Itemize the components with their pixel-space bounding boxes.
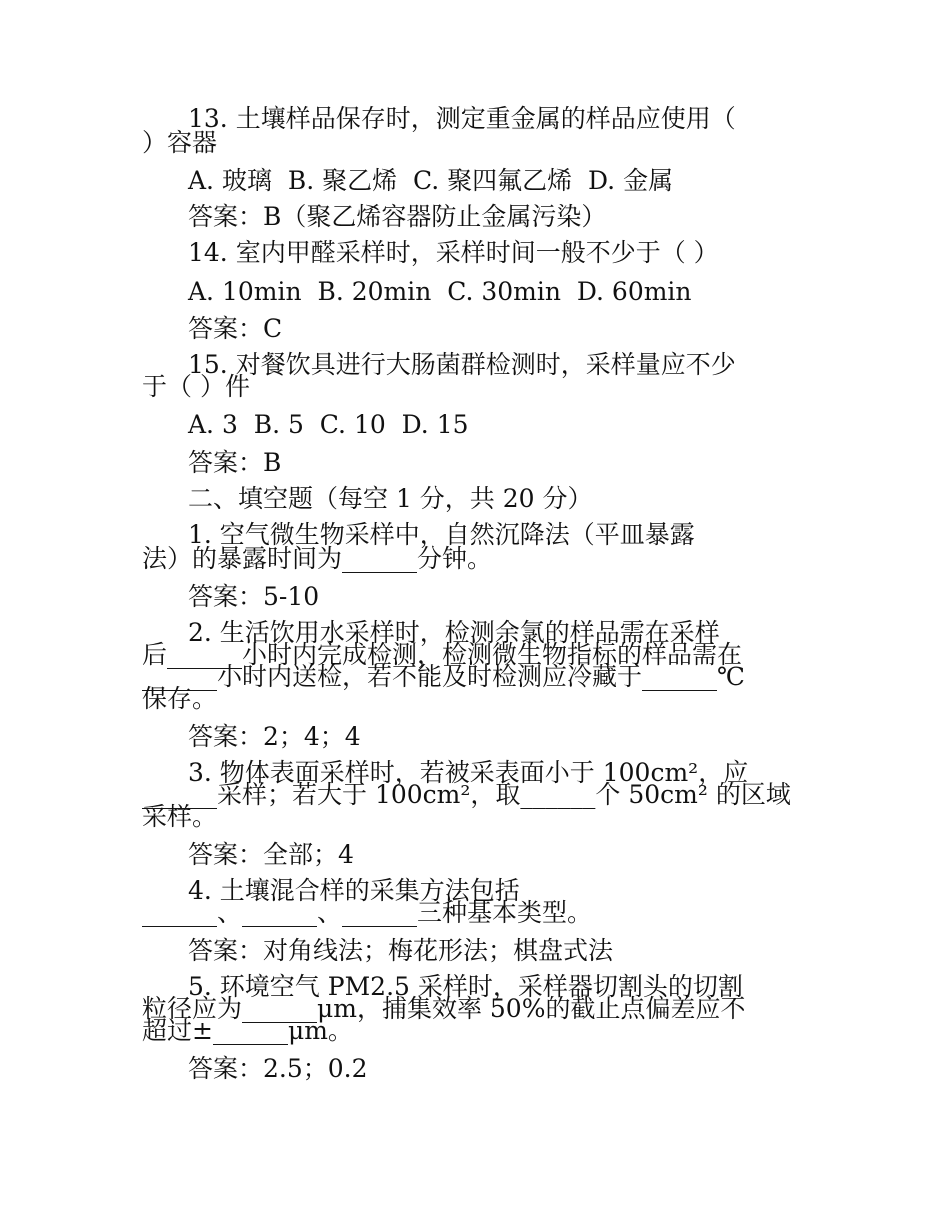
fill-5-text-cont: 超过±______μm。 (142, 1016, 353, 1045)
fill-3-text-cont: 采样。 (142, 802, 218, 831)
question-13-answer: 答案：B（聚乙烯容器防止金属污染） (188, 202, 607, 231)
fill-4-text: 4. 土壤混合样的采集方法包括 (188, 876, 520, 905)
fill-4-answer: 答案：对角线法；梅花形法；棋盘式法 (188, 936, 614, 965)
fill-4-text-cont: ______、______、______三种基本类型。 (142, 898, 593, 927)
question-15-options: A. 3 B. 5 C. 10 D. 15 (188, 410, 469, 439)
question-13-text: 13. 土壤样品保存时，测定重金属的样品应使用（ (188, 104, 736, 133)
fill-2-text-cont: ______小时内送检，若不能及时检测应冷藏于______℃ (142, 662, 745, 691)
question-15-text-cont: 于（ ）件 (142, 372, 250, 401)
fill-1-text: 1. 空气微生物采样中，自然沉降法（平皿暴露 (188, 520, 695, 549)
section-heading: 二、填空题（每空 1 分，共 20 分） (188, 484, 593, 513)
fill-5-answer: 答案：2.5；0.2 (188, 1054, 368, 1083)
question-14-answer: 答案：C (188, 314, 283, 343)
question-15-answer: 答案：B (188, 448, 282, 477)
fill-5-text: 5. 环境空气 PM2.5 采样时，采样器切割头的切割 (188, 972, 743, 1001)
fill-2-text-cont: 后______小时内完成检测，检测微生物指标的样品需在 (142, 640, 743, 669)
fill-2-text: 2. 生活饮用水采样时，检测余氯的样品需在采样 (188, 618, 720, 647)
fill-1-answer: 答案：5-10 (188, 582, 320, 611)
fill-1-text-cont: 法）的暴露时间为______分钟。 (142, 544, 493, 573)
fill-2-answer: 答案：2；4；4 (188, 722, 361, 751)
fill-5-text-cont: 粒径应为______μm，捕集效率 50%的截止点偏差应不 (142, 994, 746, 1023)
question-14-options: A. 10min B. 20min C. 30min D. 60min (188, 277, 692, 306)
fill-3-text: 3. 物体表面采样时，若被采表面小于 100cm²，应 (188, 758, 749, 787)
fill-3-text-cont: ______采样；若大于 100cm²，取______个 50cm² 的区域 (142, 780, 791, 809)
question-15-text: 15. 对餐饮具进行大肠菌群检测时，采样量应不少 (188, 350, 736, 379)
question-13-text-cont: ）容器 (142, 128, 218, 157)
fill-3-answer: 答案：全部；4 (188, 840, 354, 869)
fill-2-text-cont: 保存。 (142, 684, 218, 713)
question-13-options: A. 玻璃 B. 聚乙烯 C. 聚四氟乙烯 D. 金属 (188, 166, 674, 195)
question-14-text: 14. 室内甲醛采样时，采样时间一般不少于（ ） (188, 238, 719, 267)
